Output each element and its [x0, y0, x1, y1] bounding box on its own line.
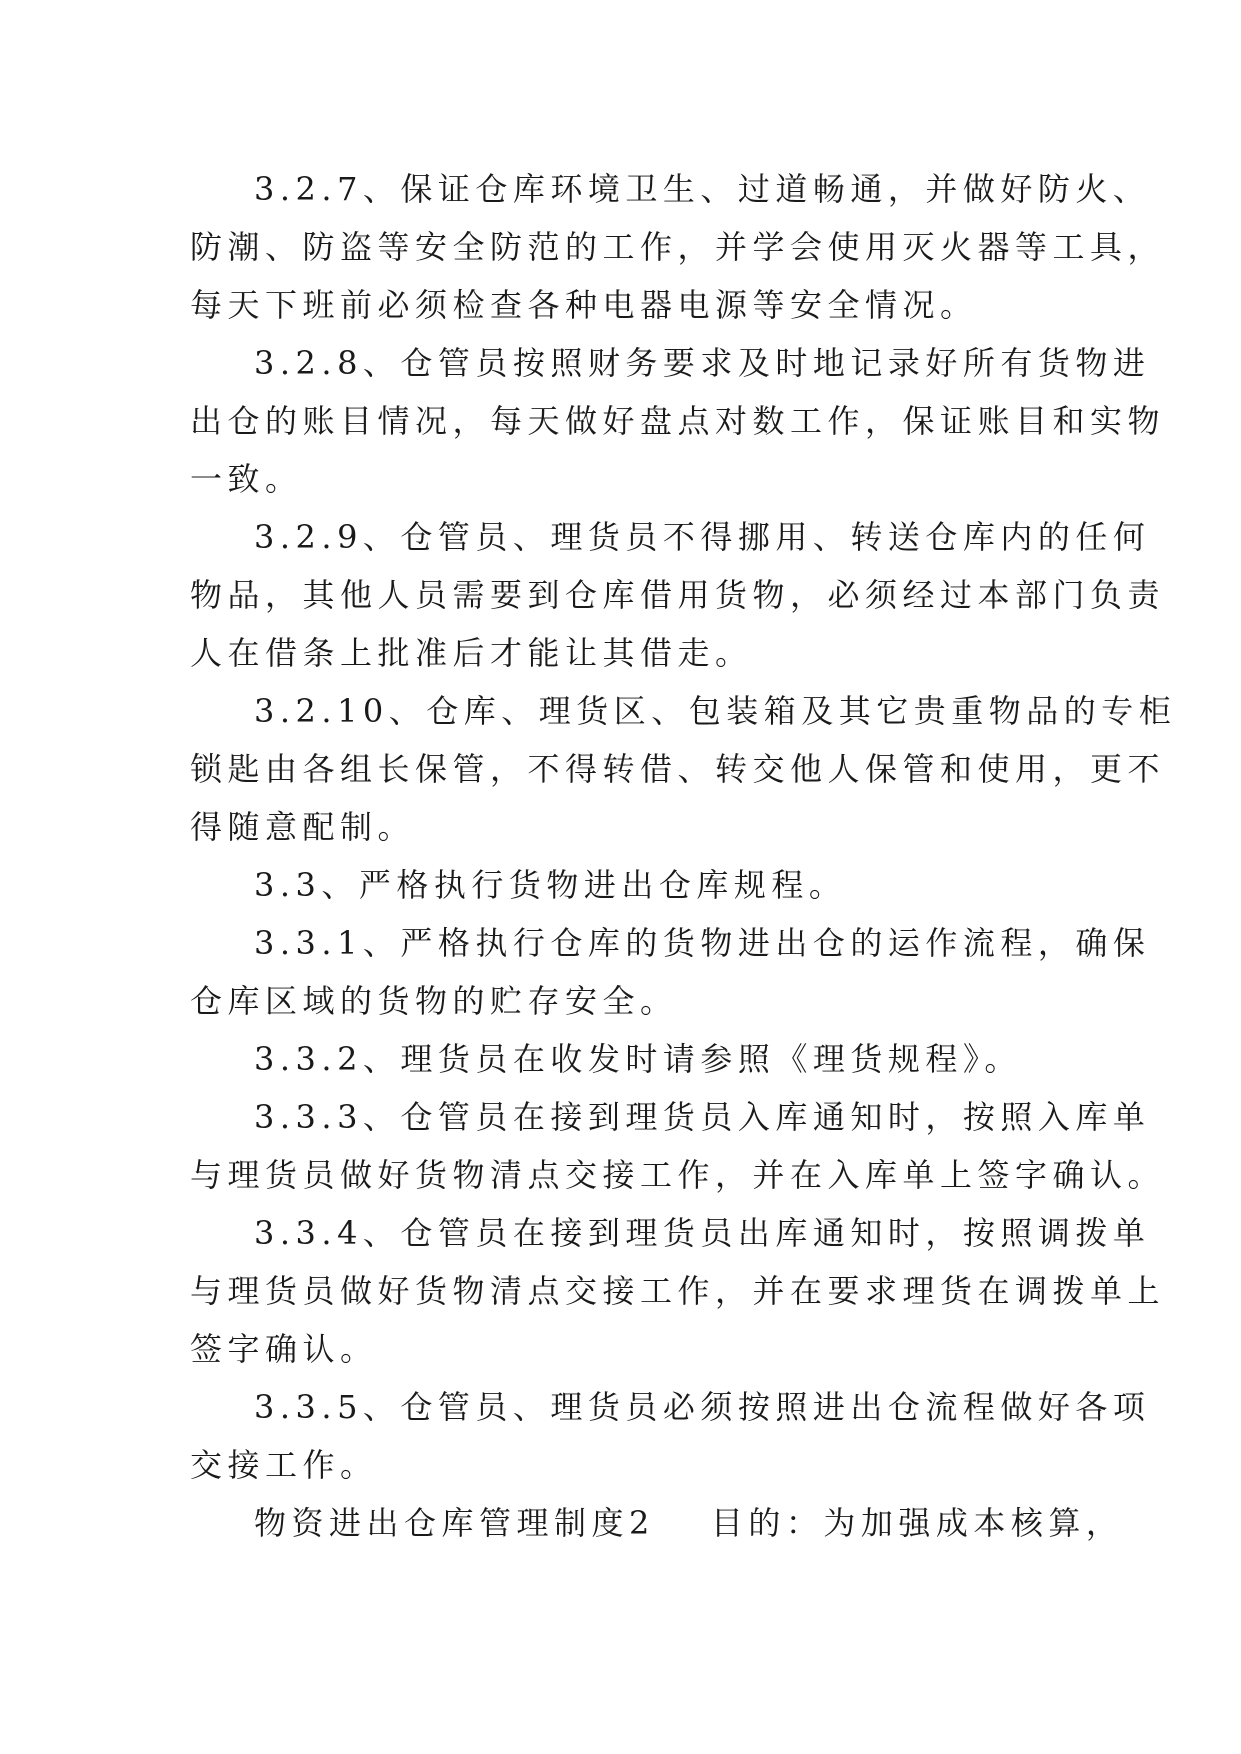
paragraph-line: 出仓的账目情况，每天做好盘点对数工作，保证账目和实物 — [190, 402, 1166, 440]
paragraph-line: 3.3.4、仓管员在接到理货员出库通知时，按照调拨单 — [254, 1214, 1151, 1252]
paragraph-line: 交接工作。 — [190, 1446, 378, 1484]
paragraph-line: 锁匙由各组长保管，不得转借、转交他人保管和使用，更不 — [190, 750, 1166, 788]
paragraph-line: 一致。 — [190, 460, 303, 498]
section-title: 物资进出仓库管理制度2 — [254, 1504, 655, 1542]
paragraph-line: 与理货员做好货物清点交接工作，并在入库单上签字确认。 — [190, 1156, 1166, 1194]
paragraph-line: 3.2.8、仓管员按照财务要求及时地记录好所有货物进 — [254, 344, 1151, 382]
paragraph-line: 仓库区域的货物的贮存安全。 — [190, 982, 678, 1020]
document-body — [190, 160, 1177, 1552]
paragraph-line: 3.3.3、仓管员在接到理货员入库通知时，按照入库单 — [254, 1098, 1151, 1136]
paragraph-line: 3.3.1、严格执行仓库的货物进出仓的运作流程，确保 — [254, 924, 1151, 962]
paragraph-line: 防潮、防盗等安全防范的工作，并学会使用灭火器等工具， — [190, 228, 1166, 266]
paragraph-line: 3.2.7、保证仓库环境卫生、过道畅通，并做好防火、 — [254, 170, 1151, 208]
paragraph-line: 3.3.2、理货员在收发时请参照《理货规程》。 — [254, 1040, 1022, 1078]
section-intro-text: 目的：为加强成本核算， — [710, 1504, 1124, 1542]
paragraph-line: 与理货员做好货物清点交接工作，并在要求理货在调拨单上 — [190, 1272, 1166, 1310]
paragraph-line: 3.2.9、仓管员、理货员不得挪用、转送仓库内的任何 — [254, 518, 1151, 556]
paragraph-line: 物品，其他人员需要到仓库借用货物，必须经过本部门负责 — [190, 576, 1166, 614]
paragraph-line: 3.3、严格执行货物进出仓库规程。 — [254, 866, 847, 904]
paragraph-line: 每天下班前必须检查各种电器电源等安全情况。 — [190, 286, 978, 324]
paragraph-line: 3.2.10、仓库、理货区、包装箱及其它贵重物品的专柜 — [254, 692, 1177, 730]
paragraph-line: 得随意配制。 — [190, 808, 416, 846]
paragraph-line: 3.3.5、仓管员、理货员必须按照进出仓流程做好各项 — [254, 1388, 1151, 1426]
section-heading-line — [190, 1494, 1124, 1552]
paragraph-line: 签字确认。 — [190, 1330, 378, 1368]
paragraph-line: 人在借条上批准后才能让其借走。 — [190, 634, 753, 672]
